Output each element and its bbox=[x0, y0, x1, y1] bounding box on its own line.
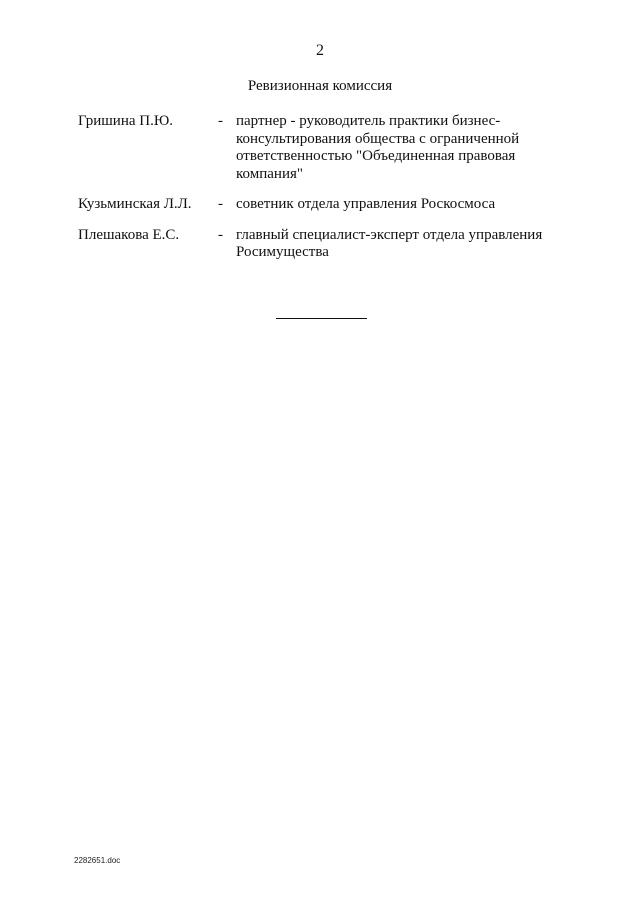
page-number: 2 bbox=[316, 42, 324, 59]
member-role: партнер - руководитель практики бизнес- консультирования общества с ограниченной ответственностью "Объединенная правовая компания" bbox=[236, 113, 520, 182]
member-dash: - bbox=[218, 196, 223, 212]
member-row bbox=[78, 196, 558, 214]
section-title: Ревизионная комиссия bbox=[247, 78, 393, 94]
member-dash: - bbox=[218, 113, 223, 129]
member-name: Плешакова Е.С. bbox=[78, 226, 180, 243]
document-reference: 2282651.doc bbox=[74, 856, 121, 865]
member-name: Гришина П.Ю. bbox=[78, 113, 174, 129]
member-role: советник отдела управления Роскосмоса bbox=[236, 196, 496, 212]
closing-divider bbox=[276, 318, 367, 319]
member-row bbox=[78, 113, 558, 183]
member-role: главный специалист-эксперт отдела управления Росимущества bbox=[236, 226, 543, 260]
members-list bbox=[78, 113, 558, 275]
member-row bbox=[78, 227, 558, 262]
member-dash: - bbox=[218, 226, 223, 243]
member-name: Кузьминская Л.Л. bbox=[78, 196, 192, 212]
